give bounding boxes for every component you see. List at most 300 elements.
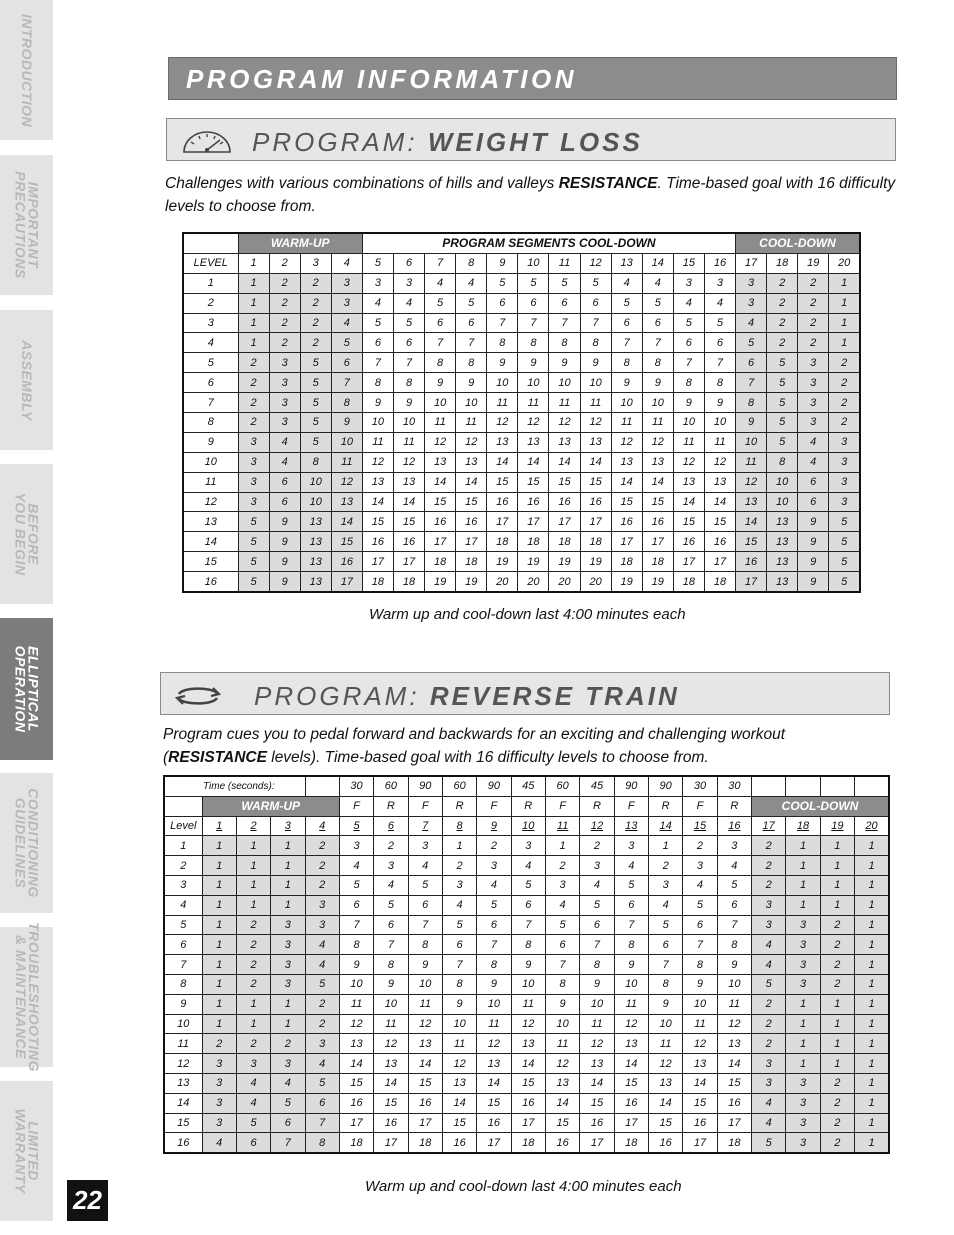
- resistance-cell: 1: [820, 895, 854, 915]
- resistance-cell: 15: [442, 1113, 476, 1133]
- resistance-cell: 3: [236, 1054, 270, 1074]
- resistance-cell: 12: [362, 452, 393, 472]
- resistance-cell: 14: [549, 452, 580, 472]
- resistance-cell: 10: [300, 492, 331, 512]
- resistance-cell: 7: [456, 333, 487, 353]
- resistance-cell: 2: [580, 836, 614, 856]
- resistance-cell: 2: [269, 293, 300, 313]
- resistance-cell: 7: [305, 1113, 339, 1133]
- table-row: [164, 1093, 889, 1113]
- tab-label: TROUBLESHOOTING & MAINTENANCE: [12, 922, 42, 1072]
- resistance-cell: 3: [717, 836, 751, 856]
- resistance-cell: 5: [238, 532, 269, 552]
- tab-limited-warranty[interactable]: [0, 1081, 53, 1221]
- resistance-cell: 5: [238, 512, 269, 532]
- resistance-cell: 1: [238, 293, 269, 313]
- header-segments: PROGRAM SEGMENTS COOL-DOWN: [362, 233, 735, 253]
- resistance-cell: 5: [545, 915, 579, 935]
- resistance-cell: 4: [511, 856, 545, 876]
- resistance-cell: 16: [425, 512, 456, 532]
- resistance-cell: 6: [518, 293, 549, 313]
- resistance-cell: 3: [202, 1093, 236, 1113]
- resistance-cell: 3: [339, 836, 373, 856]
- resistance-cell: 15: [545, 1113, 579, 1133]
- header-cooldown: COOL-DOWN: [752, 796, 890, 816]
- resistance-cell: 1: [236, 875, 270, 895]
- reverse-train-title: [254, 681, 680, 712]
- resistance-cell: 13: [393, 472, 424, 492]
- resistance-cell: 1: [238, 313, 269, 333]
- level-cell: 8: [164, 974, 202, 994]
- resistance-cell: 2: [300, 333, 331, 353]
- resistance-cell: 4: [393, 293, 424, 313]
- reverse-train-header: [160, 672, 890, 715]
- resistance-cell: 7: [683, 935, 717, 955]
- table-row: [164, 1113, 889, 1133]
- resistance-cell: 4: [642, 273, 673, 293]
- direction-cell: R: [717, 796, 751, 816]
- resistance-cell: 16: [580, 492, 611, 512]
- time-blank: [820, 776, 854, 796]
- table-row: [183, 353, 860, 373]
- level-cell: 2: [164, 856, 202, 876]
- resistance-cell: 4: [673, 293, 704, 313]
- resistance-cell: 4: [611, 273, 642, 293]
- resistance-cell: 12: [648, 1054, 682, 1074]
- time-blank: [855, 776, 889, 796]
- resistance-cell: 3: [238, 472, 269, 492]
- resistance-cell: 1: [820, 875, 854, 895]
- resistance-cell: 9: [798, 512, 829, 532]
- resistance-cell: 13: [683, 1054, 717, 1074]
- resistance-cell: 5: [300, 432, 331, 452]
- resistance-cell: 16: [518, 492, 549, 512]
- resistance-cell: 3: [238, 492, 269, 512]
- resistance-cell: 1: [202, 994, 236, 1014]
- resistance-cell: 11: [425, 413, 456, 433]
- resistance-cell: 2: [829, 413, 860, 433]
- resistance-cell: 5: [704, 313, 735, 333]
- resistance-cell: 10: [425, 393, 456, 413]
- resistance-cell: 9: [425, 373, 456, 393]
- resistance-cell: 13: [300, 532, 331, 552]
- resistance-cell: 1: [786, 994, 820, 1014]
- resistance-cell: 14: [487, 452, 518, 472]
- resistance-cell: 1: [829, 333, 860, 353]
- resistance-cell: 1: [202, 915, 236, 935]
- header-warmup: WARM-UP: [238, 233, 362, 253]
- resistance-cell: 13: [648, 1073, 682, 1093]
- tab-introduction[interactable]: [0, 0, 53, 140]
- resistance-cell: 16: [511, 1093, 545, 1113]
- resistance-cell: 2: [300, 293, 331, 313]
- resistance-cell: 12: [642, 432, 673, 452]
- resistance-cell: 3: [829, 492, 860, 512]
- resistance-cell: 8: [425, 353, 456, 373]
- resistance-cell: 3: [269, 353, 300, 373]
- table-row: [183, 333, 860, 353]
- resistance-cell: 2: [236, 915, 270, 935]
- resistance-cell: 1: [855, 836, 889, 856]
- resistance-cell: 5: [300, 413, 331, 433]
- resistance-cell: 10: [487, 373, 518, 393]
- resistance-cell: 6: [549, 293, 580, 313]
- resistance-cell: 3: [798, 353, 829, 373]
- column-number: 8: [456, 253, 487, 273]
- resistance-cell: 13: [374, 1054, 408, 1074]
- resistance-cell: 5: [374, 895, 408, 915]
- resistance-cell: 14: [511, 1054, 545, 1074]
- resistance-cell: 8: [456, 353, 487, 373]
- direction-cell: F: [477, 796, 511, 816]
- column-number: 13: [611, 253, 642, 273]
- column-number: 5: [339, 816, 373, 836]
- resistance-cell: 8: [642, 353, 673, 373]
- resistance-cell: 9: [487, 353, 518, 373]
- column-number: 15: [673, 253, 704, 273]
- time-cell: 60: [545, 776, 579, 796]
- table-header-row: [164, 796, 889, 816]
- resistance-cell: 7: [408, 915, 442, 935]
- resistance-cell: 2: [829, 393, 860, 413]
- resistance-cell: 4: [456, 273, 487, 293]
- resistance-cell: 17: [425, 532, 456, 552]
- resistance-cell: 1: [236, 856, 270, 876]
- resistance-cell: 11: [331, 452, 362, 472]
- level-cell: 9: [183, 432, 238, 452]
- resistance-cell: 7: [736, 373, 767, 393]
- resistance-cell: 3: [271, 1054, 305, 1074]
- resistance-cell: 6: [362, 333, 393, 353]
- resistance-cell: 1: [236, 836, 270, 856]
- resistance-cell: 13: [767, 572, 798, 592]
- table-row: [164, 875, 889, 895]
- resistance-cell: 5: [305, 974, 339, 994]
- table-row: [183, 293, 860, 313]
- level-cell: 1: [183, 273, 238, 293]
- resistance-cell: 9: [456, 373, 487, 393]
- resistance-cell: 3: [798, 393, 829, 413]
- resistance-cell: 9: [393, 393, 424, 413]
- resistance-cell: 5: [683, 895, 717, 915]
- resistance-cell: 5: [238, 572, 269, 592]
- resistance-cell: 4: [752, 1113, 786, 1133]
- resistance-cell: 3: [202, 1054, 236, 1074]
- resistance-cell: 15: [580, 1093, 614, 1113]
- column-number: 19: [798, 253, 829, 273]
- resistance-cell: 15: [648, 1113, 682, 1133]
- resistance-cell: 8: [477, 955, 511, 975]
- resistance-cell: 3: [202, 1113, 236, 1133]
- resistance-cell: 13: [611, 452, 642, 472]
- resistance-cell: 5: [829, 552, 860, 572]
- resistance-cell: 3: [752, 915, 786, 935]
- level-cell: 10: [183, 452, 238, 472]
- resistance-cell: 1: [238, 333, 269, 353]
- resistance-cell: 8: [614, 935, 648, 955]
- tab-important-precautions[interactable]: [0, 155, 53, 295]
- resistance-cell: 2: [269, 333, 300, 353]
- tab-label: ELLIPTICAL OPERATION: [12, 645, 42, 733]
- resistance-cell: 5: [300, 393, 331, 413]
- resistance-cell: 9: [580, 353, 611, 373]
- resistance-cell: 1: [786, 875, 820, 895]
- resistance-cell: 17: [362, 552, 393, 572]
- table-row: [164, 1054, 889, 1074]
- resistance-cell: 4: [305, 935, 339, 955]
- resistance-cell: 12: [487, 413, 518, 433]
- resistance-cell: 3: [305, 915, 339, 935]
- resistance-cell: 9: [549, 353, 580, 373]
- resistance-cell: 6: [648, 935, 682, 955]
- resistance-cell: 5: [767, 373, 798, 393]
- resistance-cell: 13: [642, 452, 673, 472]
- resistance-cell: 14: [442, 1093, 476, 1113]
- resistance-cell: 17: [614, 1113, 648, 1133]
- resistance-cell: 5: [767, 413, 798, 433]
- resistance-cell: 9: [704, 393, 735, 413]
- resistance-cell: 17: [393, 552, 424, 572]
- resistance-cell: 5: [393, 313, 424, 333]
- time-cell: 30: [717, 776, 751, 796]
- resistance-cell: 5: [767, 393, 798, 413]
- level-cell: 10: [164, 1014, 202, 1034]
- table-row: [164, 915, 889, 935]
- resistance-cell: 15: [614, 1073, 648, 1093]
- direction-cell: R: [442, 796, 476, 816]
- column-number: 8: [442, 816, 476, 836]
- level-cell: 4: [183, 333, 238, 353]
- tab-conditioning-guidelines[interactable]: [0, 773, 53, 913]
- resistance-cell: 1: [820, 1034, 854, 1054]
- resistance-cell: 2: [305, 1014, 339, 1034]
- level-cell: 9: [164, 994, 202, 1014]
- resistance-cell: 8: [717, 935, 751, 955]
- resistance-cell: 9: [339, 955, 373, 975]
- resistance-cell: 1: [855, 1034, 889, 1054]
- resistance-cell: 1: [202, 1014, 236, 1034]
- resistance-cell: 3: [736, 293, 767, 313]
- resistance-cell: 15: [580, 472, 611, 492]
- resistance-cell: 3: [829, 452, 860, 472]
- resistance-cell: 4: [736, 313, 767, 333]
- resistance-cell: 15: [717, 1073, 751, 1093]
- resistance-cell: 19: [611, 572, 642, 592]
- level-cell: 13: [164, 1073, 202, 1093]
- resistance-cell: 13: [545, 1073, 579, 1093]
- resistance-cell: 5: [580, 273, 611, 293]
- resistance-cell: 5: [300, 373, 331, 393]
- resistance-cell: 5: [752, 1133, 786, 1153]
- table-row: [183, 452, 860, 472]
- resistance-cell: 5: [238, 552, 269, 572]
- resistance-cell: 8: [683, 955, 717, 975]
- resistance-cell: 6: [271, 1113, 305, 1133]
- description-bold: RESISTANCE: [168, 749, 267, 766]
- resistance-cell: 19: [487, 552, 518, 572]
- resistance-cell: 9: [518, 353, 549, 373]
- resistance-cell: 1: [855, 994, 889, 1014]
- resistance-cell: 14: [642, 472, 673, 492]
- resistance-cell: 18: [614, 1133, 648, 1153]
- resistance-cell: 6: [580, 915, 614, 935]
- resistance-cell: 10: [549, 373, 580, 393]
- resistance-cell: 7: [442, 955, 476, 975]
- resistance-cell: 9: [269, 512, 300, 532]
- resistance-cell: 3: [786, 1113, 820, 1133]
- resistance-cell: 2: [829, 353, 860, 373]
- resistance-cell: 14: [580, 1073, 614, 1093]
- table-row: [183, 552, 860, 572]
- level-cell: 6: [164, 935, 202, 955]
- resistance-cell: 13: [408, 1034, 442, 1054]
- resistance-cell: 3: [683, 856, 717, 876]
- tab-before-you-begin[interactable]: [0, 464, 53, 604]
- resistance-cell: 9: [408, 955, 442, 975]
- table-row: [164, 1133, 889, 1153]
- resistance-cell: 11: [339, 994, 373, 1014]
- resistance-cell: 18: [456, 552, 487, 572]
- resistance-cell: 17: [487, 512, 518, 532]
- resistance-cell: 12: [442, 1054, 476, 1074]
- resistance-cell: 1: [820, 856, 854, 876]
- level-cell: 14: [164, 1093, 202, 1113]
- resistance-cell: 14: [717, 1054, 751, 1074]
- resistance-cell: 16: [374, 1113, 408, 1133]
- resistance-cell: 15: [673, 512, 704, 532]
- resistance-cell: 15: [704, 512, 735, 532]
- resistance-cell: 10: [580, 994, 614, 1014]
- resistance-cell: 16: [673, 532, 704, 552]
- speedometer-icon: [181, 128, 233, 154]
- weight-loss-description: [165, 172, 900, 218]
- resistance-cell: 5: [442, 915, 476, 935]
- time-cell: 45: [511, 776, 545, 796]
- resistance-cell: 1: [236, 994, 270, 1014]
- level-cell: 3: [183, 313, 238, 333]
- tab-assembly[interactable]: [0, 310, 53, 450]
- resistance-cell: 1: [648, 836, 682, 856]
- level-cell: 1: [164, 836, 202, 856]
- column-number: 2: [236, 816, 270, 836]
- resistance-cell: 1: [855, 974, 889, 994]
- resistance-cell: 13: [511, 1034, 545, 1054]
- resistance-cell: 16: [648, 1133, 682, 1153]
- resistance-cell: 11: [393, 432, 424, 452]
- resistance-cell: 5: [518, 273, 549, 293]
- resistance-cell: 2: [820, 974, 854, 994]
- column-number: 11: [549, 253, 580, 273]
- resistance-cell: 16: [393, 532, 424, 552]
- resistance-cell: 8: [393, 373, 424, 393]
- resistance-cell: 10: [580, 373, 611, 393]
- resistance-cell: 3: [477, 856, 511, 876]
- resistance-cell: 18: [611, 552, 642, 572]
- resistance-cell: 14: [580, 452, 611, 472]
- resistance-cell: 14: [339, 1054, 373, 1074]
- resistance-cell: 15: [339, 1073, 373, 1093]
- resistance-cell: 9: [442, 994, 476, 1014]
- resistance-cell: 10: [642, 393, 673, 413]
- resistance-cell: 16: [545, 1133, 579, 1153]
- resistance-cell: 8: [580, 955, 614, 975]
- resistance-cell: 5: [717, 875, 751, 895]
- resistance-cell: 1: [855, 1073, 889, 1093]
- resistance-cell: 5: [339, 875, 373, 895]
- title-prefix: PROGRAM:: [254, 681, 420, 711]
- tab-label: BEFORE YOU BEGIN: [12, 492, 42, 576]
- resistance-cell: 5: [300, 353, 331, 373]
- direction-cell: R: [374, 796, 408, 816]
- table-row: [183, 373, 860, 393]
- resistance-cell: 14: [518, 452, 549, 472]
- resistance-cell: 6: [545, 935, 579, 955]
- resistance-cell: 2: [767, 273, 798, 293]
- resistance-cell: 7: [393, 353, 424, 373]
- tab-elliptical-operation[interactable]: [0, 618, 53, 760]
- resistance-cell: 2: [238, 413, 269, 433]
- column-number: 1: [202, 816, 236, 836]
- column-number: 10: [518, 253, 549, 273]
- tab-troubleshooting-maintenance[interactable]: [0, 922, 53, 1072]
- resistance-cell: 2: [752, 875, 786, 895]
- resistance-cell: 13: [487, 432, 518, 452]
- resistance-cell: 11: [611, 413, 642, 433]
- resistance-cell: 7: [487, 313, 518, 333]
- resistance-cell: 12: [611, 432, 642, 452]
- resistance-cell: 13: [362, 472, 393, 492]
- resistance-cell: 1: [820, 1014, 854, 1034]
- resistance-cell: 5: [673, 313, 704, 333]
- resistance-cell: 10: [648, 1014, 682, 1034]
- resistance-cell: 20: [487, 572, 518, 592]
- table-row: [183, 432, 860, 452]
- resistance-cell: 12: [511, 1014, 545, 1034]
- resistance-cell: 5: [648, 915, 682, 935]
- resistance-cell: 11: [545, 1034, 579, 1054]
- header-warmup: WARM-UP: [202, 796, 339, 816]
- resistance-cell: 6: [425, 313, 456, 333]
- resistance-cell: 4: [374, 875, 408, 895]
- level-label: Level: [164, 816, 202, 836]
- resistance-cell: 18: [408, 1133, 442, 1153]
- resistance-cell: 3: [269, 413, 300, 433]
- resistance-cell: 15: [736, 532, 767, 552]
- direction-cell: F: [339, 796, 373, 816]
- time-cell: 30: [339, 776, 373, 796]
- resistance-cell: 7: [549, 313, 580, 333]
- column-number: 20: [855, 816, 889, 836]
- resistance-cell: 8: [305, 1133, 339, 1153]
- resistance-cell: 7: [580, 935, 614, 955]
- resistance-cell: 16: [339, 1093, 373, 1113]
- table-row: [183, 532, 860, 552]
- resistance-cell: 9: [736, 413, 767, 433]
- resistance-cell: 15: [549, 472, 580, 492]
- resistance-cell: 8: [545, 974, 579, 994]
- resistance-cell: 15: [487, 472, 518, 492]
- column-number: 14: [642, 253, 673, 273]
- resistance-cell: 7: [704, 353, 735, 373]
- description-bold: RESISTANCE: [558, 175, 658, 192]
- level-cell: 7: [183, 393, 238, 413]
- resistance-cell: 12: [477, 1034, 511, 1054]
- resistance-cell: 9: [798, 552, 829, 572]
- resistance-cell: 2: [820, 1073, 854, 1093]
- resistance-cell: 3: [269, 393, 300, 413]
- resistance-cell: 7: [580, 313, 611, 333]
- column-number: 1: [238, 253, 269, 273]
